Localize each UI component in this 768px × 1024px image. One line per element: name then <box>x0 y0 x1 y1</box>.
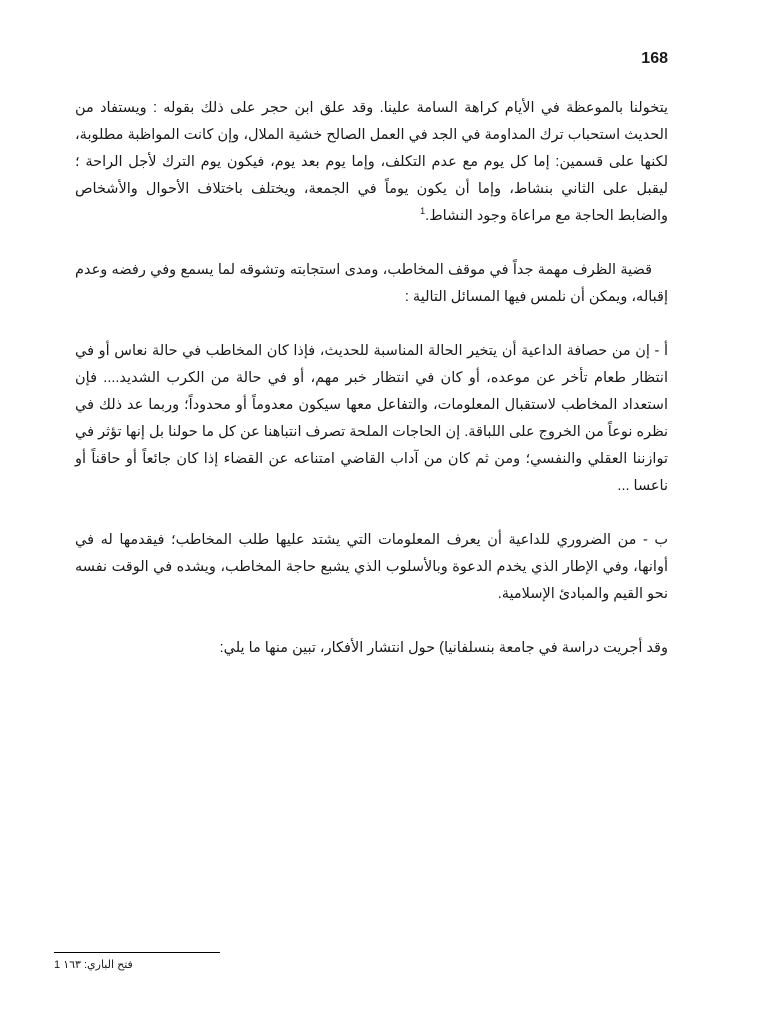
footnote-separator <box>54 952 220 953</box>
page-body <box>75 95 668 662</box>
footnote-reference: 1 <box>420 206 426 217</box>
paragraph-2: قضية الظرف مهمة جداً في موقف المخاطب، ومدى استجابته وتشوقه لما يسمع وفي رفضه وعدم إقباله، ويمكن أن نلمس فيها المسائل التالية : <box>75 262 668 305</box>
paragraph-5: وقد أجريت دراسة في جامعة بنسلفانيا) حول انتشار الأفكار، تبين منها ما يلي: <box>219 640 668 656</box>
paragraph-1 <box>75 95 668 230</box>
page-number: 168 <box>641 50 668 67</box>
paragraph-4: ب - من الضروري للداعية أن يعرف المعلومات التي يشتد عليها طلب المخاطب؛ فيقدمها له في أوانها، وفي الإطار الذي يخدم الدعوة وبالأسلوب الذي يشبع حاجة المخاطب، ويشده في الوقت نفسه نحو القيم والمبادئ الإسلامية. <box>75 532 668 602</box>
paragraph-1-text: يتخولنا بالموعظة في الأيام كراهة السامة علينا. وقد علق ابن حجر على ذلك بقوله : ويستفاد من الحديث استحباب ترك المداومة في الجد في العمل الصالح خشية الملال، وإن كانت المواظبة مطلوبة، لكنها على قسمين: إما كل يوم مع عدم التكلف، وإما يوم بعد يوم، فيكون يوم الترك لأجل الراحة ؛ ليقبل على الثاني بنشاط، وإما أن يكون يوماً في الجمعة، ويختلف باختلاف الأحوال والأشخاص والضابط الحاجة مع مراعاة وجود النشاط. <box>75 100 668 224</box>
footnote-number: 1 <box>54 959 61 971</box>
paragraph-3: أ - إن من حصافة الداعية أن يتخير الحالة المناسبة للحديث، فإذا كان المخاطب في حالة نعاس أو في انتظار طعام تأخر عن موعده، أو كان في انتظار خبر مهم، أو في حالة من الكرب الشديد.... فإن استعداد المخاطب لاستقبال المعلومات، والتفاعل معها سيكون معدوماً أو محدوداً؛ وربما عد ذلك في نظره نوعاً من الخروج على اللباقة. إن الحاجات الملحة تصرف انتباهنا عن كل ما حولنا بل إنها تؤثر في توازننا العقلي والنفسي؛ ومن ثم كان من آداب القاضي امتناعه عن القضاء إذا كان جائعاً أو حاقناً أو ناعسا ... <box>75 343 668 494</box>
footnote <box>54 958 254 972</box>
footnote-text: فتح الباري: ١٦٣ <box>63 959 133 971</box>
